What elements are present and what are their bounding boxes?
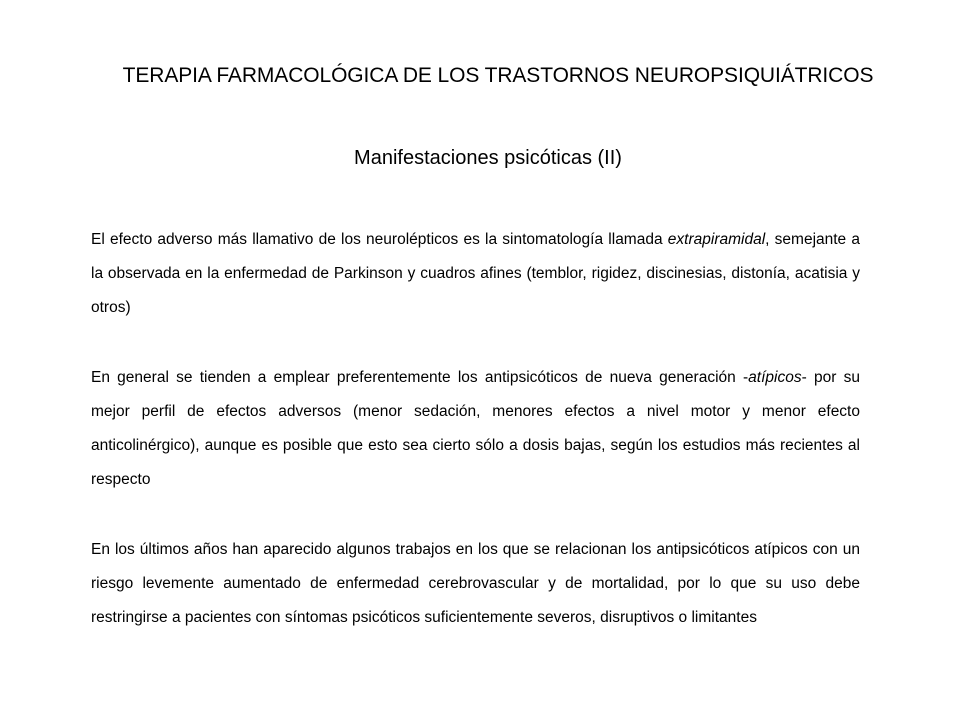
paragraph-text: - por su mejor perfil de efectos adversos (menor sedación, menores efectos a nivel motor y menor efecto anticolinérgico), aunque es posible que esto sea cierto sólo a dosis bajas, según los estudios más recientes al respecto xyxy=(91,369,860,488)
slide-title: TERAPIA FARMACOLÓGICA DE LOS TRASTORNOS NEUROPSIQUIÁTRICOS xyxy=(122,64,874,87)
paragraph-atypical-antipsychotics xyxy=(91,361,860,497)
paragraph-text: En general se tienden a emplear preferentemente los antipsicóticos de nueva generación - xyxy=(91,369,749,386)
slide-subtitle: Manifestaciones psicóticas (II) xyxy=(354,147,622,169)
paragraph-text: El efecto adverso más llamativo de los neurolépticos es la sintomatología llamada xyxy=(91,231,668,248)
italic-term-atipicos: atípicos xyxy=(748,369,802,386)
slide-body xyxy=(91,223,860,671)
paragraph-cerebrovascular-risk: En los últimos años han aparecido algunos trabajos en los que se relacionan los antipsicóticos atípicos con un riesgo levemente aumentado de enfermedad cerebrovascular y de mortalidad, por lo que su uso debe restringirse a pacientes con síntomas psicóticos suficientemente severos, disruptivos o limitantes xyxy=(91,541,860,626)
italic-term-extrapiramidal: extrapiramidal xyxy=(667,231,766,248)
paragraph-text: , semejante a la observada en la enfermedad de Parkinson y cuadros afines (temblor, rigidez, discinesias, distonía, acatisia y otros) xyxy=(91,231,860,316)
paragraph-extrapyramidal-effects xyxy=(91,223,860,325)
